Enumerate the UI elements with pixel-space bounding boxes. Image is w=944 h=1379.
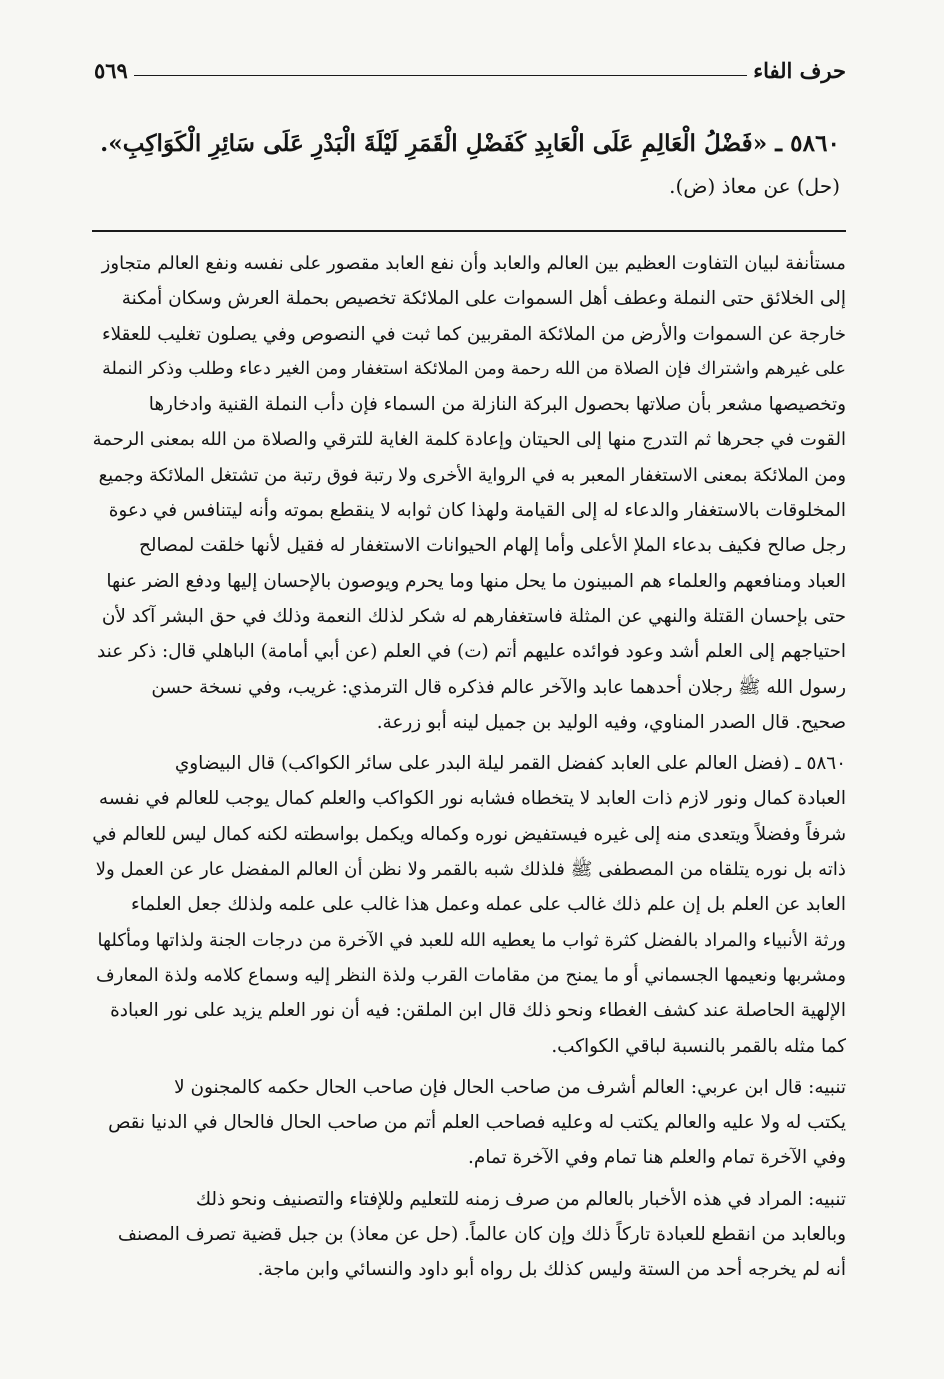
chapter-title: حرف الفاء xyxy=(753,57,846,83)
text-line: ذاته بل نوره يتلقاه من المصطفى ﷺ فلذلك شبه بالقمر ولا نظن أن العالم المفضل عار عن العمل ولا xyxy=(95,859,846,881)
text-line: رسول الله ﷺ رجلان أحدهما عابد والآخر عالم فذكره قال الترمذي: غريب، وفي نسخة حسن xyxy=(151,676,846,698)
commentary-paragraph-3 xyxy=(92,1070,846,1176)
text-line: كما مثله بالقمر بالنسبة لباقي الكواكب. xyxy=(551,1035,846,1057)
text-line: الإلهية الحاصلة عند كشف الغطاء ونحو ذلك قال ابن الملقن: فيه أن نور العلم يزيد على نور العبادة xyxy=(110,1000,846,1022)
text-line: ورثة الأنبياء والمراد بالفضل كثرة ثواب ما يعطيه الله للعبد في الآخرة من درجات الجنة ولذاتها ومأكلها xyxy=(97,929,846,951)
text-line: وتخصيصها مشعر بأن صلاتها بحصول البركة النازلة من السماء فإن دأب النملة القنية وادخارها xyxy=(148,394,846,416)
text-line: العباد ومنافعهم والعلماء هم المبينون ما يحل منها وما يحرم ويوصون بالإحسان إليها ودفع الضر عنها xyxy=(106,570,846,592)
text-line: وفي الآخرة تمام والعلم هنا تمام وفي الآخرة تمام. xyxy=(468,1147,846,1169)
hadith-line: ٥٨٦٠ ـ «فَضْلُ الْعَالِمِ عَلَى الْعَابِدِ كَفَضْلِ الْقَمَرِ لَيْلَةَ الْبَدْرِ عَلَى سَائِرِ الْكَوَاكِبِ». xyxy=(100,130,840,157)
footnote-divider xyxy=(92,230,846,232)
text-line: صحيح. قال الصدر المناوي، وفيه الوليد بن جميل لينه أبو زرعة. xyxy=(376,711,846,733)
commentary xyxy=(92,246,846,1326)
commentary-paragraph-4 xyxy=(92,1182,846,1288)
text-line: على غيرهم واشتراك فإن الصلاة من الله رحمة ومن الملائكة استغفار ومن الغير دعاء وطلب وذكر النملة xyxy=(102,358,846,379)
text-line: إلى الخلائق حتى النملة وعطف أهل السموات على الملائكة تخصيص بحملة العرش وسكان أمكنة xyxy=(121,288,846,310)
text-line: أنه لم يخرجه أحد من الستة وليس كذلك بل رواه أبو داود والنسائي وابن ماجة. xyxy=(257,1259,846,1281)
text-line: ومن الملائكة بمعنى الاستغفار المعبر به في الرواية الأخرى ولا رتبة فوق رتبة من تشتغل الملائكة وجميع xyxy=(98,464,846,486)
text-line: شرفاً وفضلاً ويتعدى منه إلى غيره فيستفيض نوره وكماله ويكمل بواسطته لكنه كمال ليس للعالم في xyxy=(92,823,846,845)
hadith-text xyxy=(94,122,840,210)
text-line: ومشربها ونعيمها الجسماني أو ما يمنح من مقامات القرب ولذة النظر إليه وسماع كلامه ولذة المعارف xyxy=(95,964,846,986)
page-number: ٥٦٩ xyxy=(94,57,128,83)
text-line: تنبيه: المراد في هذه الأخبار بالعالم من صرف زمنه للتعليم وللإفتاء والتصنيف ونحو ذلك xyxy=(195,1188,846,1210)
text-line: العبادة كمال ونور لازم ذات العابد لا يتخطاه فشابه نور الكواكب والعلم كمال يوجب للعالم في نفسه xyxy=(98,788,846,810)
text-line: المخلوقات بالاستغفار والدعاء له إلى القيامة ولهذا كان ثوابه لا ينقطع بموته وأنه ليتنافس في دعوة xyxy=(108,500,846,522)
text-line: العابد عن العلم بل إن علم ذلك غالب على عمله وعمل هذا غالب على علمه ولذلك جعل العلماء xyxy=(131,894,846,916)
text-line: وبالعابد من انقطع للعبادة تاركاً ذلك وإن كان عالماً. (حل عن معاذ) بن جبل قضية تصرف المصنف xyxy=(117,1224,846,1246)
text-line: ٥٨٦٠ ـ (فضل العالم على العابد كفضل القمر ليلة البدر على سائر الكواكب) قال البيضاوي xyxy=(174,753,846,775)
text-line: خارجة عن السموات والأرض من الملائكة المقربين كما ثبت في النصوص وفي يصلون تغليب للعقلاء xyxy=(101,323,846,345)
text-line: احتياجهم إلى العلم أشد وعود فوائده عليهم أتم (ت) في العلم (عن أبي أمامة) الباهلي قال: ذكر عند xyxy=(97,641,846,663)
text-line: مستأنفة لبيان التفاوت العظيم بين العالم والعابد وأن نفع العابد مقصور على نفسه ونفع العالم متجاوز xyxy=(101,253,846,274)
text-line: رجل صالح فكيف بدعاء الملإ الأعلى وأما إلهام الحيوانات الاستغفار له فقيل لأنها خلقت لمصالح xyxy=(139,535,846,557)
header-rule xyxy=(134,75,747,76)
page-header xyxy=(94,50,846,90)
text-line: يكتب له ولا عليه والعالم يكتب له وعليه فصاحب العلم أتم من صاحب الحال فالحال في الدنيا نقص xyxy=(108,1112,846,1134)
text-line: حتى بإحسان القتلة والنهي عن المثلة فاستغفارهم له شكر لذلك النعمة وذلك في حق البشر آكد لأن xyxy=(101,605,846,627)
hadith-source: (حل) عن معاذ (ض). xyxy=(669,174,840,198)
commentary-paragraph-1 xyxy=(92,246,846,740)
text-line: تنبيه: قال ابن عربي: العالم أشرف من صاحب الحال فإن صاحب الحال حكمه كالمجنون لا xyxy=(174,1076,846,1098)
text-line: القوت في جحرها ثم التدرج منها إلى الحيتان وإعادة كلمة الغاية للترقي والصلاة من الله بمعنى الرحمة xyxy=(92,429,846,451)
commentary-paragraph-2 xyxy=(92,746,846,1064)
